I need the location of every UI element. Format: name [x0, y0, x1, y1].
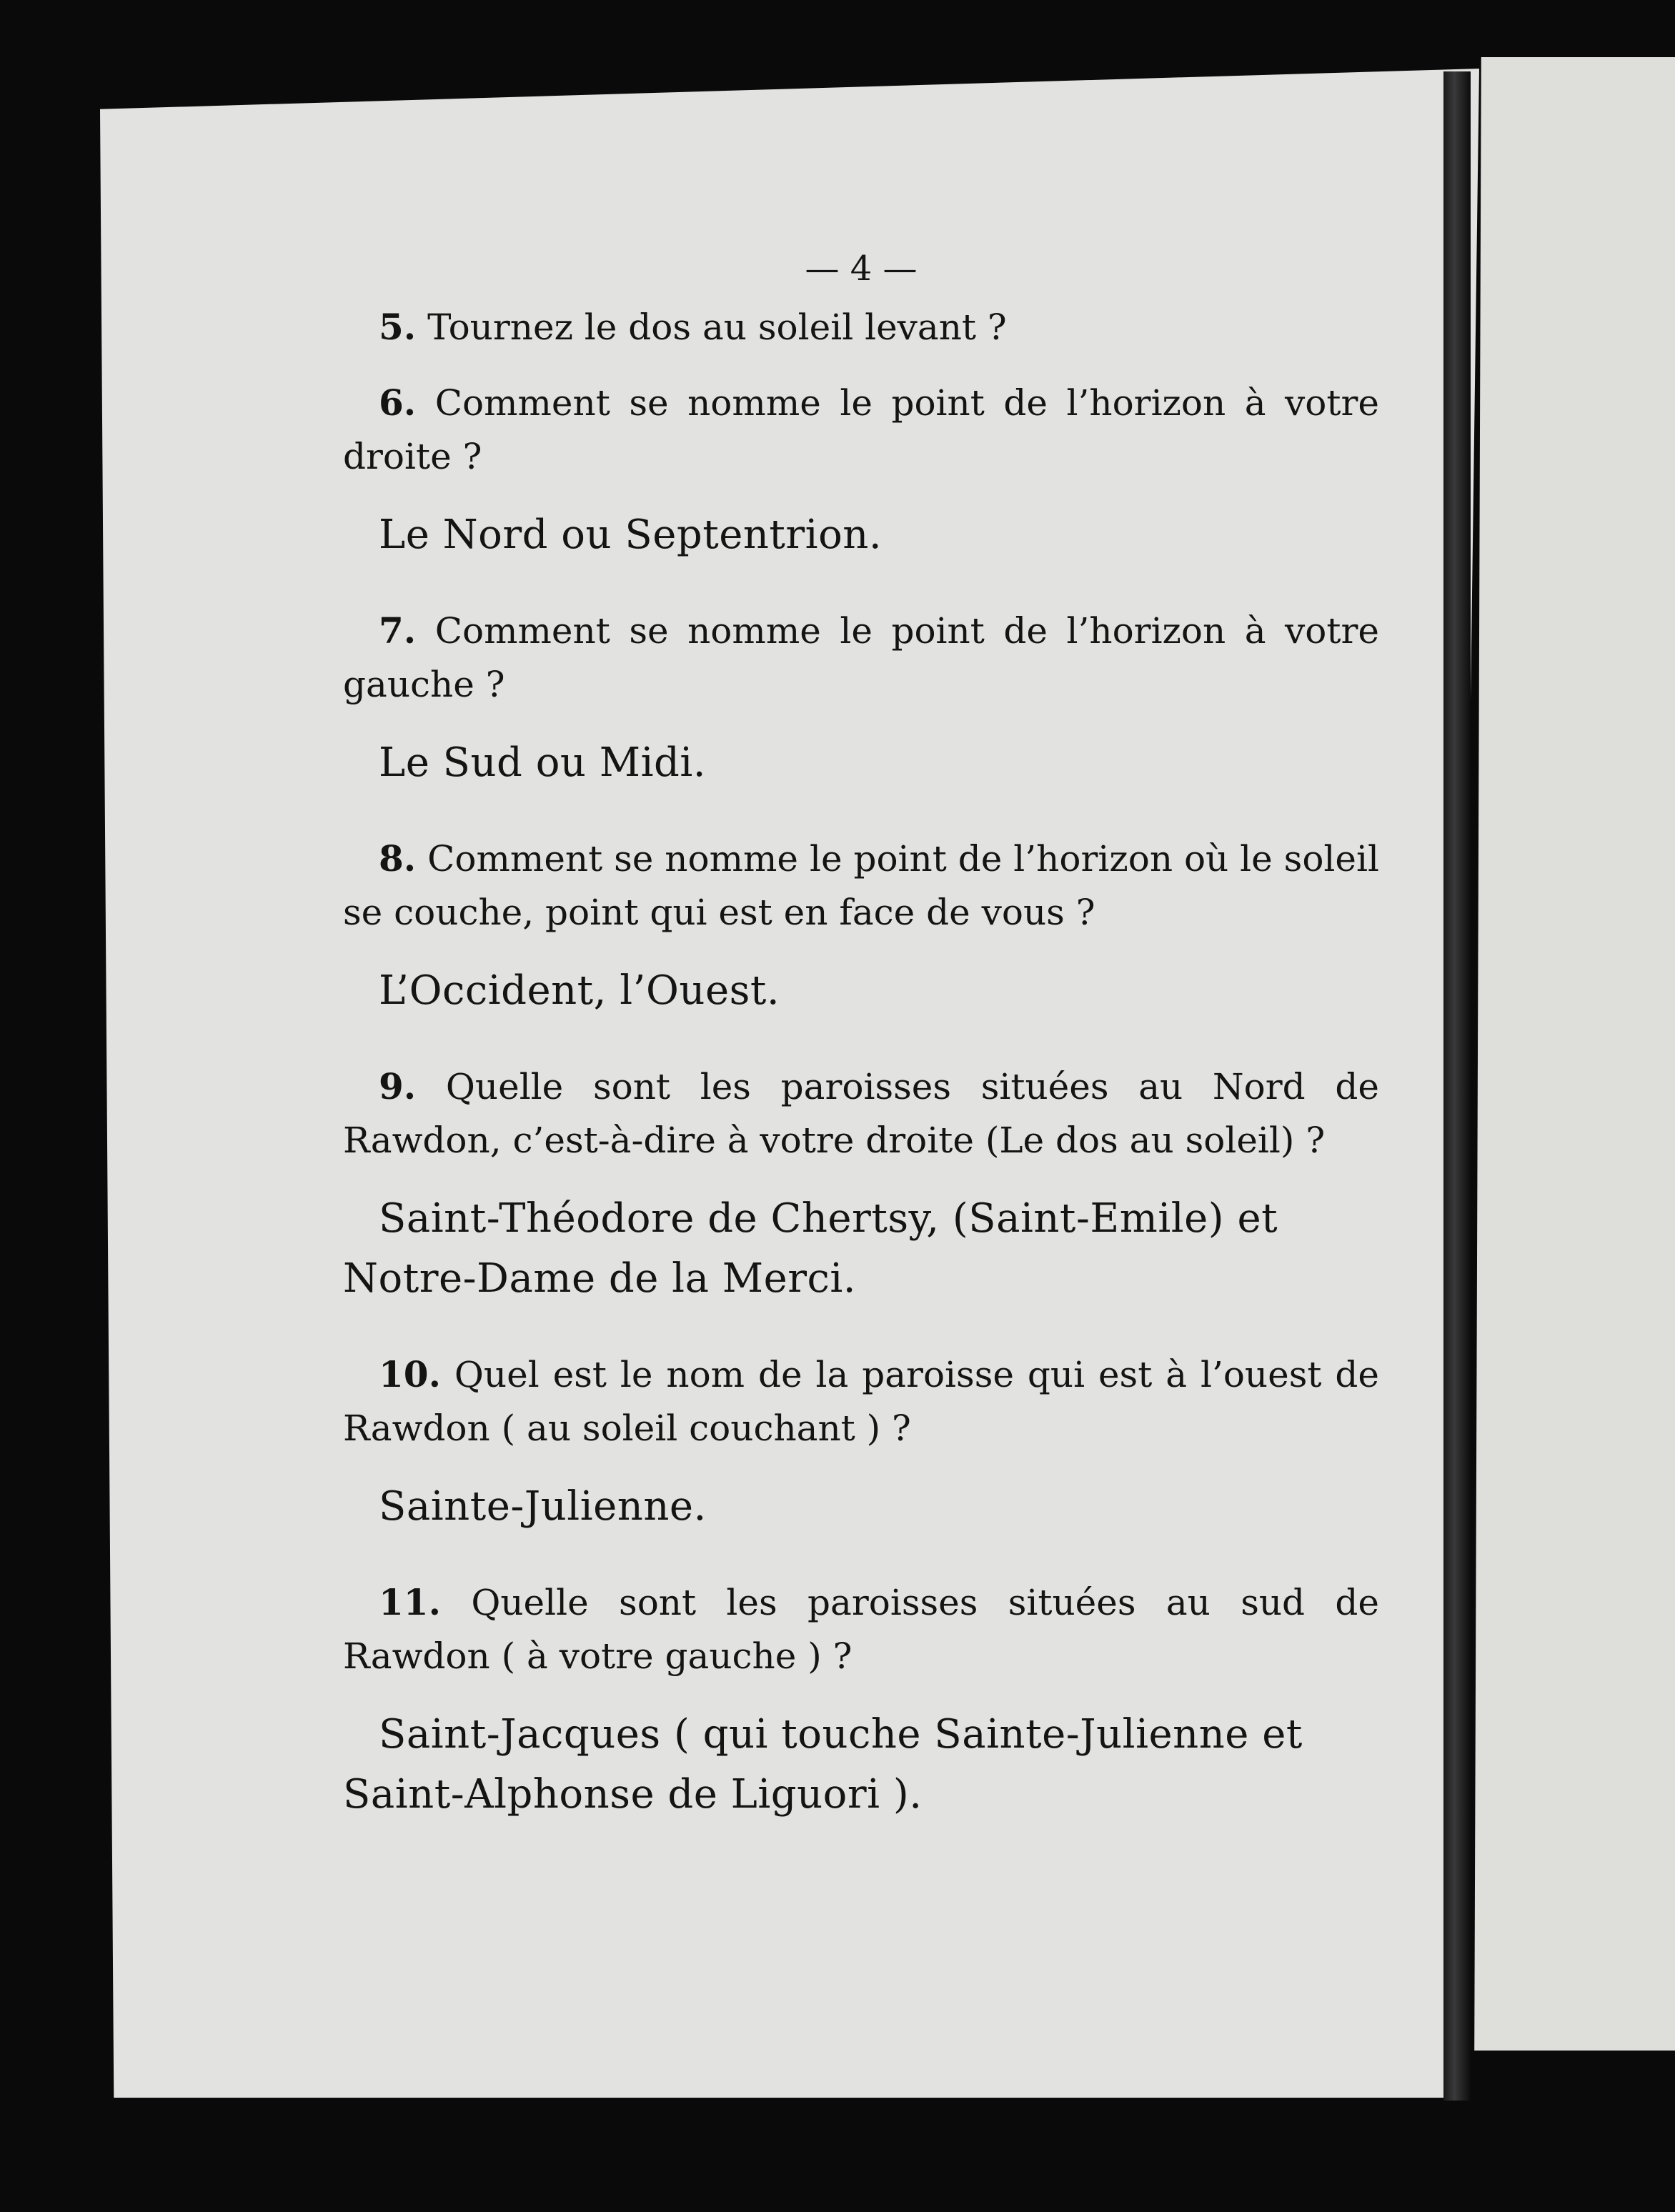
answer-9: Saint-Théodore de Chertsy, (Saint-Emile) et Notre-Dame de la Merci. [343, 1195, 1278, 1302]
question-number: 9. [379, 1065, 417, 1107]
question-number: 5. [379, 306, 417, 348]
question-text: Quelle sont les paroisses situées au Nord de Rawdon, c’est-à-dire à votre droite (Le dos au soleil) ? [343, 1066, 1379, 1161]
question-number: 7. [379, 609, 417, 652]
question-9 [343, 1060, 1379, 1167]
question-text: Quelle sont les paroisses situées au sud de Rawdon ( à votre gauche ) ? [343, 1582, 1379, 1677]
question-number: 11. [379, 1581, 441, 1623]
question-number: 8. [379, 837, 417, 880]
answer-7: Le Sud ou Midi. [379, 739, 707, 786]
question-text: Comment se nomme le point de l’horizon à votre droite ? [343, 382, 1379, 477]
question-text: Tournez le dos au soleil levant ? [427, 307, 1007, 348]
question-number: 6. [379, 382, 417, 424]
page-number: — 4 — [805, 249, 918, 289]
question-10 [343, 1347, 1379, 1455]
book-gutter [1443, 71, 1471, 2101]
question-11 [343, 1575, 1379, 1683]
question-number: 10. [379, 1353, 441, 1395]
answer-10: Sainte-Julienne. [379, 1483, 707, 1530]
question-text: Comment se nomme le point de l’horizon où le soleil se couche, point qui est en face de vous ? [343, 838, 1379, 933]
facing-page [1472, 57, 1675, 2051]
answer-6: Le Nord ou Septentrion. [379, 512, 883, 558]
question-5 [343, 300, 1379, 354]
question-text: Quel est le nom de la paroisse qui est à l’ouest de Rawdon ( au soleil couchant ) ? [343, 1354, 1379, 1449]
question-7 [343, 604, 1379, 712]
answer-8: L’Occident, l’Ouest. [379, 967, 780, 1014]
page-content [343, 243, 1379, 1863]
question-8 [343, 832, 1379, 940]
question-6 [343, 376, 1379, 484]
question-text: Comment se nomme le point de l’horizon à votre gauche ? [343, 610, 1379, 705]
answer-11: Saint-Jacques ( qui touche Sainte-Julienne et Saint-Alphonse de Liguori ). [343, 1711, 1303, 1818]
